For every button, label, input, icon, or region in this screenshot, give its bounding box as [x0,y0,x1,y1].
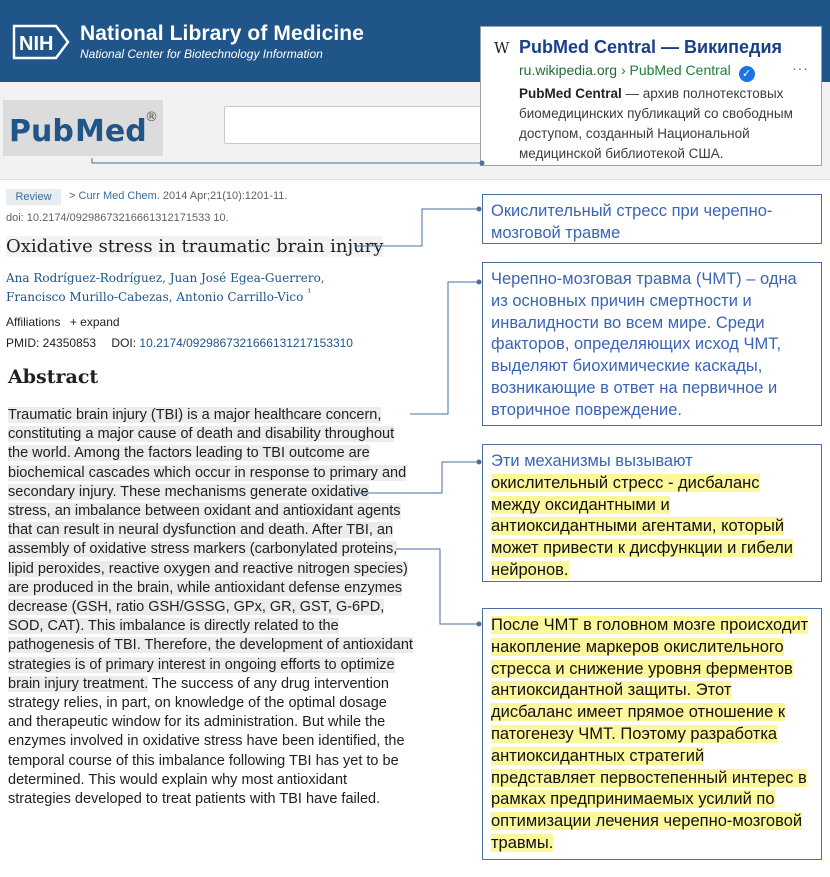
annotation-title: Окислительный стресс при черепно-мозговой травме [482,194,822,244]
expand-affiliations-button[interactable]: + expand [69,315,120,329]
wikipedia-card[interactable] [480,26,822,166]
connector-dot [477,207,482,212]
wikipedia-site: ru.wikipedia.org [519,62,618,78]
author-links[interactable]: Ana Rodríguez-Rodríguez, Juan José Egea-Guerrero, Francisco Murillo-Cabezas, Antonio Carrillo-Vico [6,271,325,304]
abstract-highlighted: Traumatic brain injury (TBI) is a major healthcare concern, constituting a major cause of death and disability throughout the world. Among the factors leading to TBI outcome are biochemical cascades which occur in response to primary and secondary injury. These mechanisms generate oxidative stress, an imbalance between oxidant and antioxidant agents that can result in neural dysfunction and death. After TBI, an assembly of oxidative stress markers (carbonylated proteins, lipid peroxides, reactive oxygen and reactive nitrogen species) are produced in the brain, while antioxidant defense enzymes decrease (GSH, ratio GSH/GSSG, GPx, GR, GST, G-6PD, SOD, CAT). This imbalance is directly related to the pathogenesis of TBI. Therefore, the development of antioxidant strategies is of primary interest in ongoing efforts to optimize brain injury treatment. [8,407,413,692]
connector-intro [410,282,478,414]
doi-citation: doi: 10.2174/09298673216661312171533 10. [6,212,229,224]
abstract-heading: Abstract [8,366,99,388]
connector-dot [477,460,482,465]
wikipedia-crumb: PubMed Central [629,62,731,78]
abstract-text [8,406,413,809]
pubmed-logo-pub: Pub [9,114,74,149]
wikipedia-desc-text: — архив полнотекстовых биомедицинских публикаций со свободным доступом, созданный Национальной медицинской библиотекой США. [519,86,793,161]
more-options-icon[interactable]: ··· [792,60,809,76]
wikipedia-url[interactable] [519,62,755,82]
identifiers-row [6,336,353,350]
pubmed-logo-med: Med [75,114,147,149]
wikipedia-title[interactable]: PubMed Central — Википедия [519,37,783,57]
wikipedia-icon: W [494,39,510,57]
breadcrumb-separator: › [620,62,630,78]
journal-date: 2014 Apr;21(10):1201-11. [162,190,288,202]
nih-logo[interactable] [12,22,72,62]
journal-citation [69,190,287,202]
annotation-markers-highlight: После ЧМТ в головном мозге происходит накопление маркеров окислительного стресса и снижение уровня ферментов антиоксидантной защиты. Этот дисбаланс имеет прямое отношение к патогенезу ЧМТ. Поэтому разработка антиоксидантных стратегий представляет первостепенный интерес в рамках предпринимаемых усилий по оптимизации лечения черепно-мозговой травмы. [491,616,809,852]
annotation-markers [482,608,822,860]
journal-name[interactable]: Curr Med Chem. [78,190,160,202]
wikipedia-description [519,84,815,164]
verified-check-icon: ✓ [739,66,755,82]
author-list [6,271,336,305]
nih-logo-text: NIH [19,33,54,55]
pubmed-logo-registered: ® [145,110,158,125]
abstract-remainder: The success of any drug intervention strategy relies, in part, on knowledge of the optimal dosage and therapeutic window for its administration. But while the enzymes involved in oxidative stress have been identified, the temporal course of this imbalance following TBI has yet to be determined. This would explain why most antioxidant strategies developed to treat patients with TBI have failed. [8,675,405,808]
author-affiliation-sup: ¹ [307,288,312,299]
ncbi-subtitle: National Center for Biotechnology Information [80,47,323,61]
annotation-intro: Черепно-мозговая травма (ЧМТ) – одна из основных причин смертности и инвалидности во всем мире. Среди факторов, определяющих исход ЧМТ, выделяют биохимические каскады, возникающие в ответ на первичное и вторичное повреждение. [482,262,822,426]
affiliations-label: Affiliations [6,315,61,329]
article-title: Oxidative stress in traumatic brain injury [6,236,384,257]
pmid: PMID: 24350853 [6,336,97,350]
connector-dot [477,622,482,627]
annotation-mechanisms-lead: Эти механизмы вызывают [491,452,693,470]
review-badge: Review [6,189,61,205]
annotation-mechanisms-highlight: окислительный стресс - дисбаланс между оксидантными и антиоксидантными агентами, который может привести к дисфункции и гибели нейронов. [491,473,793,579]
pubmed-logo[interactable] [3,100,163,156]
search-input[interactable] [224,106,494,144]
doi-label: DOI: [111,336,140,350]
affiliations-row [6,315,120,329]
connector-dot [477,280,482,285]
chevron-right-icon: > [69,190,76,202]
wikipedia-desc-bold: PubMed Central [519,86,622,101]
doi-link[interactable]: 10.2174/0929867321666131217153310 [139,336,353,350]
annotation-mechanisms [482,444,822,582]
nlm-title[interactable]: National Library of Medicine [80,22,365,45]
